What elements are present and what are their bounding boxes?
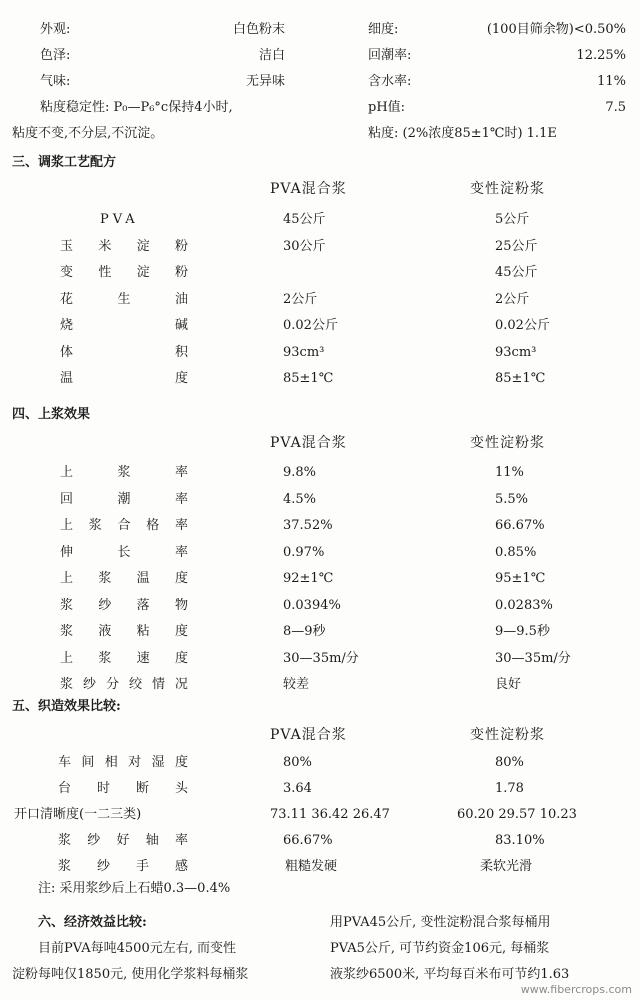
section4-row-starch-value: 9—9.5秒 <box>495 624 550 639</box>
spec-right-label-1: 回潮率: <box>368 48 412 63</box>
section4-row-starch-value: 30—35m/分 <box>495 650 571 666</box>
section4-row-starch-value: 5.5% <box>495 491 529 507</box>
spec-left-label-0: 外观: <box>40 22 71 37</box>
section4-row-pva-value: 9.8% <box>283 465 317 480</box>
spec-left-value-1: 洁白 <box>258 48 285 63</box>
section3-row-starch-value: 93cm³ <box>495 344 537 360</box>
section5-row-label: 浆 纱 手 感 <box>58 859 188 874</box>
spec-right-value-1: 12.25% <box>576 48 626 63</box>
section4-row-label: 浆 纱 落 物 <box>60 597 188 613</box>
section4-row-pva-value: 0.0394% <box>283 597 341 613</box>
section3-row-label: 体 积 <box>60 344 188 360</box>
section3-row-pva-value: 45公斤 <box>283 212 326 227</box>
section4-row-pva-value: 8—9秒 <box>283 624 326 639</box>
section5-row-pva-value: 粗糙发硬 <box>285 859 338 874</box>
section4-row-starch-value: 11% <box>495 465 524 480</box>
section5-row-pva-value: 73.11 36.42 26.47 <box>270 807 390 822</box>
section5-row-label: 开口清晰度(一二三类) <box>14 807 142 822</box>
section3-row-label: PVA <box>100 212 139 227</box>
section4-col2-header: 变性淀粉浆 <box>470 435 545 451</box>
section3-row-pva-value: 30公斤 <box>283 238 326 254</box>
section4-row-pva-value: 37.52% <box>283 518 333 533</box>
section3-row-pva-value: 0.02公斤 <box>283 318 338 333</box>
section6-left-line2: 淀粉每吨仅1850元, 使用化学浆料每桶浆 <box>12 967 249 982</box>
section6-right-line2: PVA5公斤, 可节约资金106元, 每桶浆 <box>330 941 550 956</box>
section5-row-starch-value: 柔软光滑 <box>480 859 533 874</box>
section4-title: 四、上浆效果 <box>12 407 91 422</box>
section4-row-label: 浆 纱 分 绞 情 况 <box>60 677 188 692</box>
section4-row-pva-value: 92±1℃ <box>283 571 334 586</box>
spec-right-value-2: 11% <box>597 74 626 89</box>
section5-title: 五、织造效果比较: <box>12 699 121 714</box>
section5-note: 注: 采用浆纱后上石蜡0.3—0.4% <box>38 881 231 896</box>
section4-row-pva-value: 0.97% <box>283 544 325 560</box>
spec-left-value-2: 无异味 <box>245 74 285 89</box>
section6-left-line1: 目前PVA每吨4500元左右, 而变性 <box>38 941 236 956</box>
section5-row-starch-value: 80% <box>495 755 524 770</box>
section5-row-label: 浆 纱 好 轴 率 <box>58 833 188 848</box>
section6-title: 六、经济效益比较: <box>38 915 147 930</box>
spec-viscosity: 粘度: (2%浓度85±1℃时) 1.1E <box>368 126 557 141</box>
section4-row-pva-value: 30—35m/分 <box>283 650 359 666</box>
section3-row-starch-value: 5公斤 <box>495 212 530 227</box>
spec-left-label-1: 色泽: <box>40 48 71 63</box>
section5-col2-header: 变性淀粉浆 <box>470 727 545 743</box>
section4-row-starch-value: 66.67% <box>495 518 545 533</box>
section3-row-label: 玉 米 淀 粉 <box>60 238 188 254</box>
section3-title: 三、调浆工艺配方 <box>12 155 117 170</box>
section4-row-label: 回 潮 率 <box>60 491 188 507</box>
spec-right-value-3: 7.5 <box>605 100 626 115</box>
section5-row-pva-value: 3.64 <box>283 781 312 796</box>
section3-col1-header: PVA混合浆 <box>270 181 347 197</box>
section3-row-pva-value: 93cm³ <box>283 344 325 360</box>
section5-row-pva-value: 80% <box>283 755 312 770</box>
spec-stability-line1: 粘度稳定性: P₀—P₆°c保持4小时, <box>40 100 233 115</box>
spec-right-label-2: 含水率: <box>368 74 412 89</box>
spec-stability-line2: 粘度不变,不分层,不沉淀。 <box>12 126 164 141</box>
section4-row-starch-value: 0.85% <box>495 544 537 560</box>
spec-left-value-0: 白色粉末 <box>232 22 285 37</box>
section6-right-line3: 液浆纱6500米, 平均每百米布可节约1.63 <box>330 967 570 982</box>
section3-row-starch-value: 2公斤 <box>495 291 530 307</box>
section3-row-starch-value: 85±1℃ <box>495 371 546 386</box>
section3-row-pva-value: 2公斤 <box>283 291 318 307</box>
section3-row-label: 花 生 油 <box>60 291 188 307</box>
section4-row-label: 伸 长 率 <box>60 544 188 560</box>
section4-row-pva-value: 4.5% <box>283 491 317 507</box>
section5-row-starch-value: 60.20 29.57 10.23 <box>457 807 577 822</box>
section5-row-label: 台 时 断 头 <box>58 781 188 796</box>
section3-row-starch-value: 45公斤 <box>495 265 538 280</box>
section4-row-starch-value: 良好 <box>495 677 522 692</box>
spec-right-value-0: (100目筛余物)<0.50% <box>486 22 626 37</box>
section4-col1-header: PVA混合浆 <box>270 435 347 451</box>
section4-row-label: 上 浆 速 度 <box>60 650 188 666</box>
section6-right-line1: 用PVA45公斤, 变性淀粉混合浆每桶用 <box>330 915 551 930</box>
section3-row-label: 变 性 淀 粉 <box>60 265 188 280</box>
section5-row-pva-value: 66.67% <box>283 833 333 848</box>
section3-row-starch-value: 25公斤 <box>495 238 538 254</box>
section5-row-label: 车 间 相 对 湿 度 <box>58 755 188 770</box>
section5-col1-header: PVA混合浆 <box>270 727 347 743</box>
section4-row-label: 浆 液 粘 度 <box>60 624 188 639</box>
section4-row-starch-value: 0.0283% <box>495 597 553 613</box>
spec-left-label-2: 气味: <box>40 74 71 89</box>
spec-right-label-0: 细度: <box>368 22 399 37</box>
section4-row-pva-value: 较差 <box>283 677 310 692</box>
section5-row-starch-value: 83.10% <box>495 833 545 848</box>
section4-row-starch-value: 95±1℃ <box>495 571 546 586</box>
section3-row-pva-value: 85±1℃ <box>283 371 334 386</box>
watermark-text: www.fibercrops.com <box>520 983 632 996</box>
section4-row-label: 上 浆 温 度 <box>60 571 188 586</box>
section3-col2-header: 变性淀粉浆 <box>470 181 545 197</box>
section3-row-label: 温 度 <box>60 371 188 386</box>
section4-row-label: 上 浆 率 <box>60 465 188 480</box>
section3-row-starch-value: 0.02公斤 <box>495 318 550 333</box>
section3-row-label: 烧 碱 <box>60 318 188 333</box>
spec-right-label-3: pH值: <box>368 100 406 115</box>
section5-row-starch-value: 1.78 <box>495 781 524 796</box>
section4-row-label: 上 浆 合 格 率 <box>60 518 188 533</box>
